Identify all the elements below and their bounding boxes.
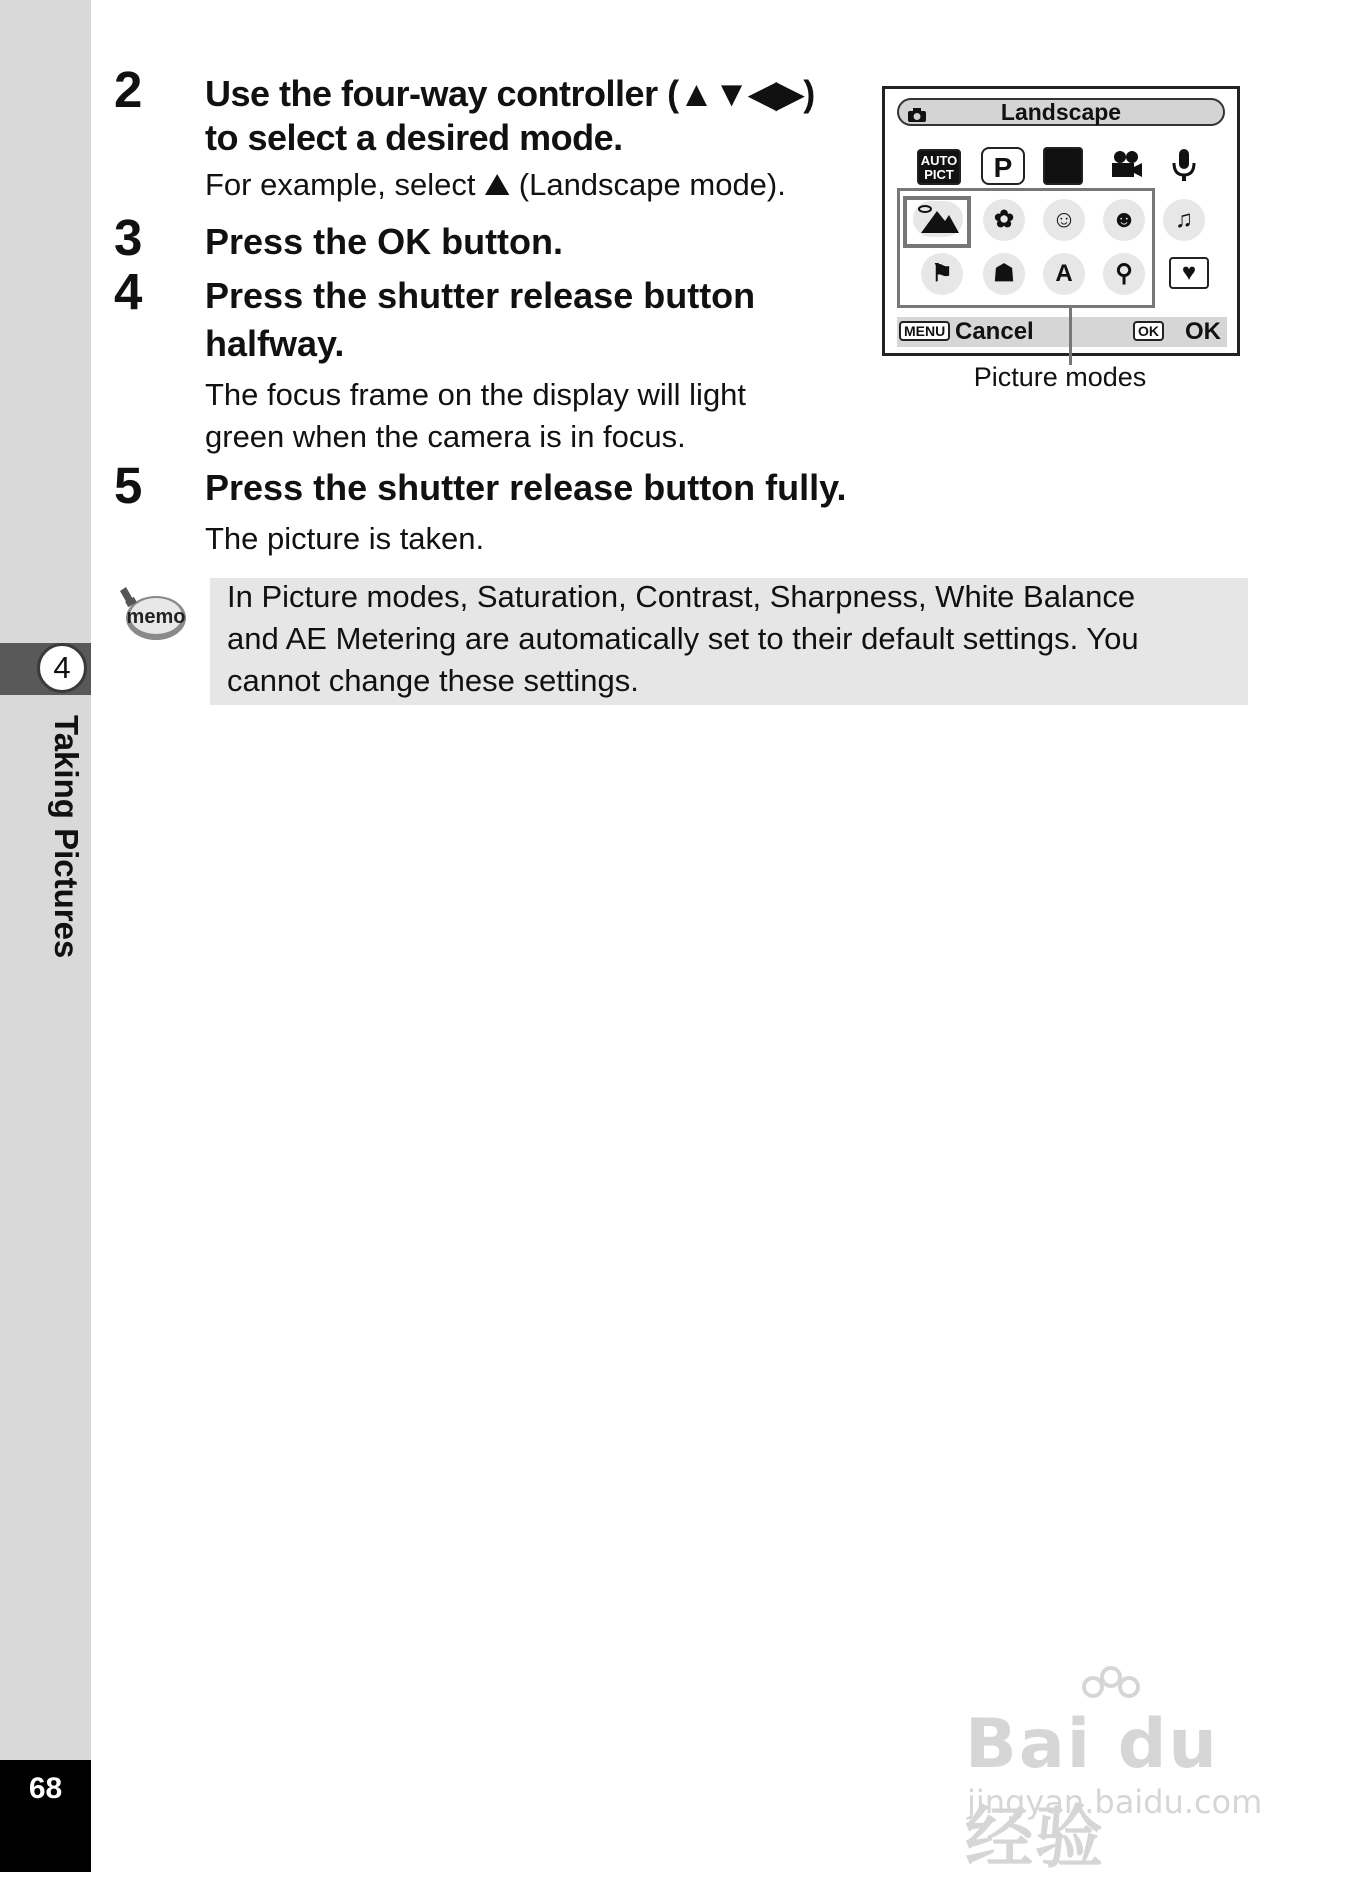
kids-icon: ☻	[1103, 199, 1145, 241]
step-number: 2	[114, 61, 143, 118]
cancel-label: Cancel	[955, 318, 1034, 345]
food-icon: ⚲	[1103, 253, 1145, 295]
memo-text	[227, 576, 1247, 702]
step-title-line: Press the shutter release button fully.	[205, 467, 847, 508]
camera-icon	[907, 103, 927, 119]
flower-icon: ✿	[983, 199, 1025, 241]
pet-icon: ☗	[983, 253, 1025, 295]
memo-line: In Picture modes, Saturation, Contrast, Sharpness, White Balance	[227, 579, 1136, 614]
memo-icon-label: memo	[126, 606, 186, 628]
text-icon: A	[1043, 253, 1085, 295]
auto-picture-icon: AUTO PICT	[917, 149, 961, 185]
memo-line: cannot change these settings.	[227, 663, 639, 698]
watermark-text: Bai du 经验	[965, 1705, 1219, 1878]
step-title-line: to select a desired mode.	[205, 117, 623, 158]
night-scene-icon	[1043, 147, 1083, 185]
page-number: 68	[28, 1772, 63, 1805]
step-title-line: Press the shutter release button	[205, 275, 756, 316]
step-number: 3	[114, 209, 143, 266]
camera-lcd-illustration	[882, 86, 1240, 356]
step-body-line: For example, select ⛰ (Landscape mode).	[205, 167, 786, 202]
frame-composite-icon: ♥	[1169, 257, 1209, 289]
step-body-line: The picture is taken.	[205, 521, 485, 556]
step-number: 5	[114, 457, 143, 514]
landscape-icon	[913, 201, 963, 237]
memo-icon	[116, 585, 188, 645]
movie-icon	[1103, 145, 1145, 187]
step-title-line: Use the four-way controller (▲▼◀▶)	[205, 73, 815, 114]
lcd-caption: Picture modes	[973, 362, 1147, 392]
baidu-watermark	[965, 1665, 1285, 1878]
step-title-line: Press the OK button.	[205, 221, 564, 262]
chapter-title: Taking Pictures	[48, 715, 85, 959]
watermark-url: jingyan.baidu.com	[967, 1783, 1263, 1821]
lcd-mode-title: Landscape	[897, 98, 1225, 126]
ok-label: OK	[1185, 318, 1221, 345]
lcd-footer	[897, 317, 1227, 347]
portrait-icon: ☺	[1043, 199, 1085, 241]
menu-button-tag: MENU	[899, 321, 950, 341]
memo-line: and AE Metering are automatically set to their default settings. You	[227, 621, 1139, 656]
sport-icon: ⚑	[921, 253, 963, 295]
chapter-number: 4	[37, 643, 87, 693]
step-number: 4	[114, 263, 143, 320]
surf-snow-icon: ♫	[1163, 199, 1205, 241]
step-body-line: green when the camera is in focus.	[205, 419, 686, 454]
caption-leader-line	[1069, 305, 1072, 365]
step-title-line: halfway.	[205, 323, 345, 364]
microphone-icon	[1163, 145, 1205, 187]
program-mode-icon: P	[981, 147, 1025, 185]
ok-button-tag: OK	[1133, 321, 1164, 341]
step-body-line: The focus frame on the display will light	[205, 377, 747, 412]
